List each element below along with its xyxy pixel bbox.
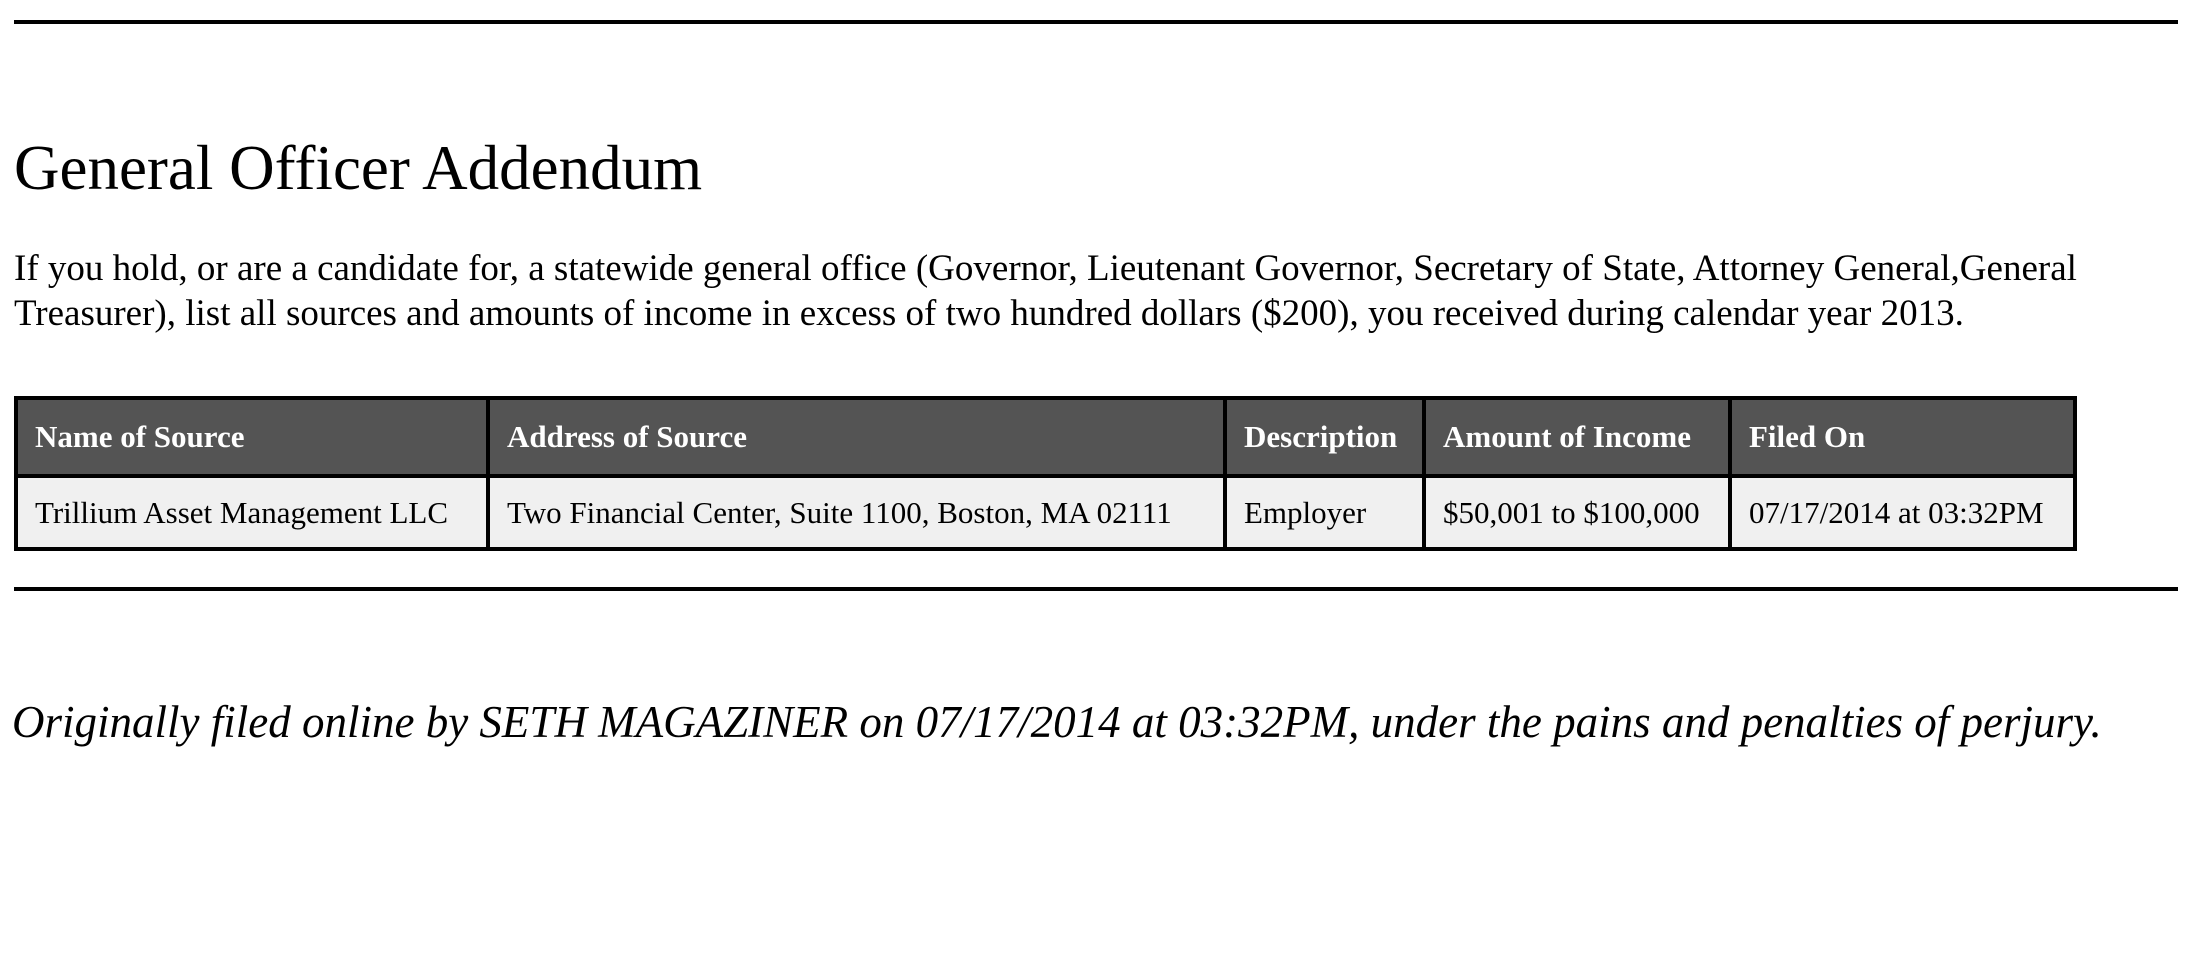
section-title: General Officer Addendum bbox=[14, 133, 703, 203]
cell-description: Employer bbox=[1225, 476, 1424, 549]
top-divider bbox=[14, 20, 2178, 24]
cell-filed-on: 07/17/2014 at 03:32PM bbox=[1730, 476, 2075, 549]
cell-address-of-source: Two Financial Center, Suite 1100, Boston, MA 02111 bbox=[488, 476, 1225, 549]
section-divider bbox=[14, 587, 2178, 591]
cell-name-of-source: Trillium Asset Management LLC bbox=[16, 476, 488, 549]
section-intro: If you hold, or are a candidate for, a statewide general office (Governor, Lieutenant Governor, Secretary of State, Attorney General,General Treasurer), list all sources and amounts of income in excess of two hundred dollars ($200), you received during calendar year 2013. bbox=[14, 248, 2077, 334]
header-address-of-source: Address of Source bbox=[488, 398, 1225, 476]
cell-amount-of-income: $50,001 to $100,000 bbox=[1424, 476, 1730, 549]
header-amount-of-income: Amount of Income bbox=[1424, 398, 1730, 476]
header-filed-on: Filed On bbox=[1730, 398, 2075, 476]
table-header-row bbox=[16, 398, 2075, 476]
header-description: Description bbox=[1225, 398, 1424, 476]
table-row bbox=[16, 476, 2075, 549]
income-sources-table bbox=[14, 396, 2077, 551]
filing-attestation: Originally filed online by SETH MAGAZINER on 07/17/2014 at 03:32PM, under the pains and penalties of perjury. bbox=[12, 697, 2102, 747]
header-name-of-source: Name of Source bbox=[16, 398, 488, 476]
